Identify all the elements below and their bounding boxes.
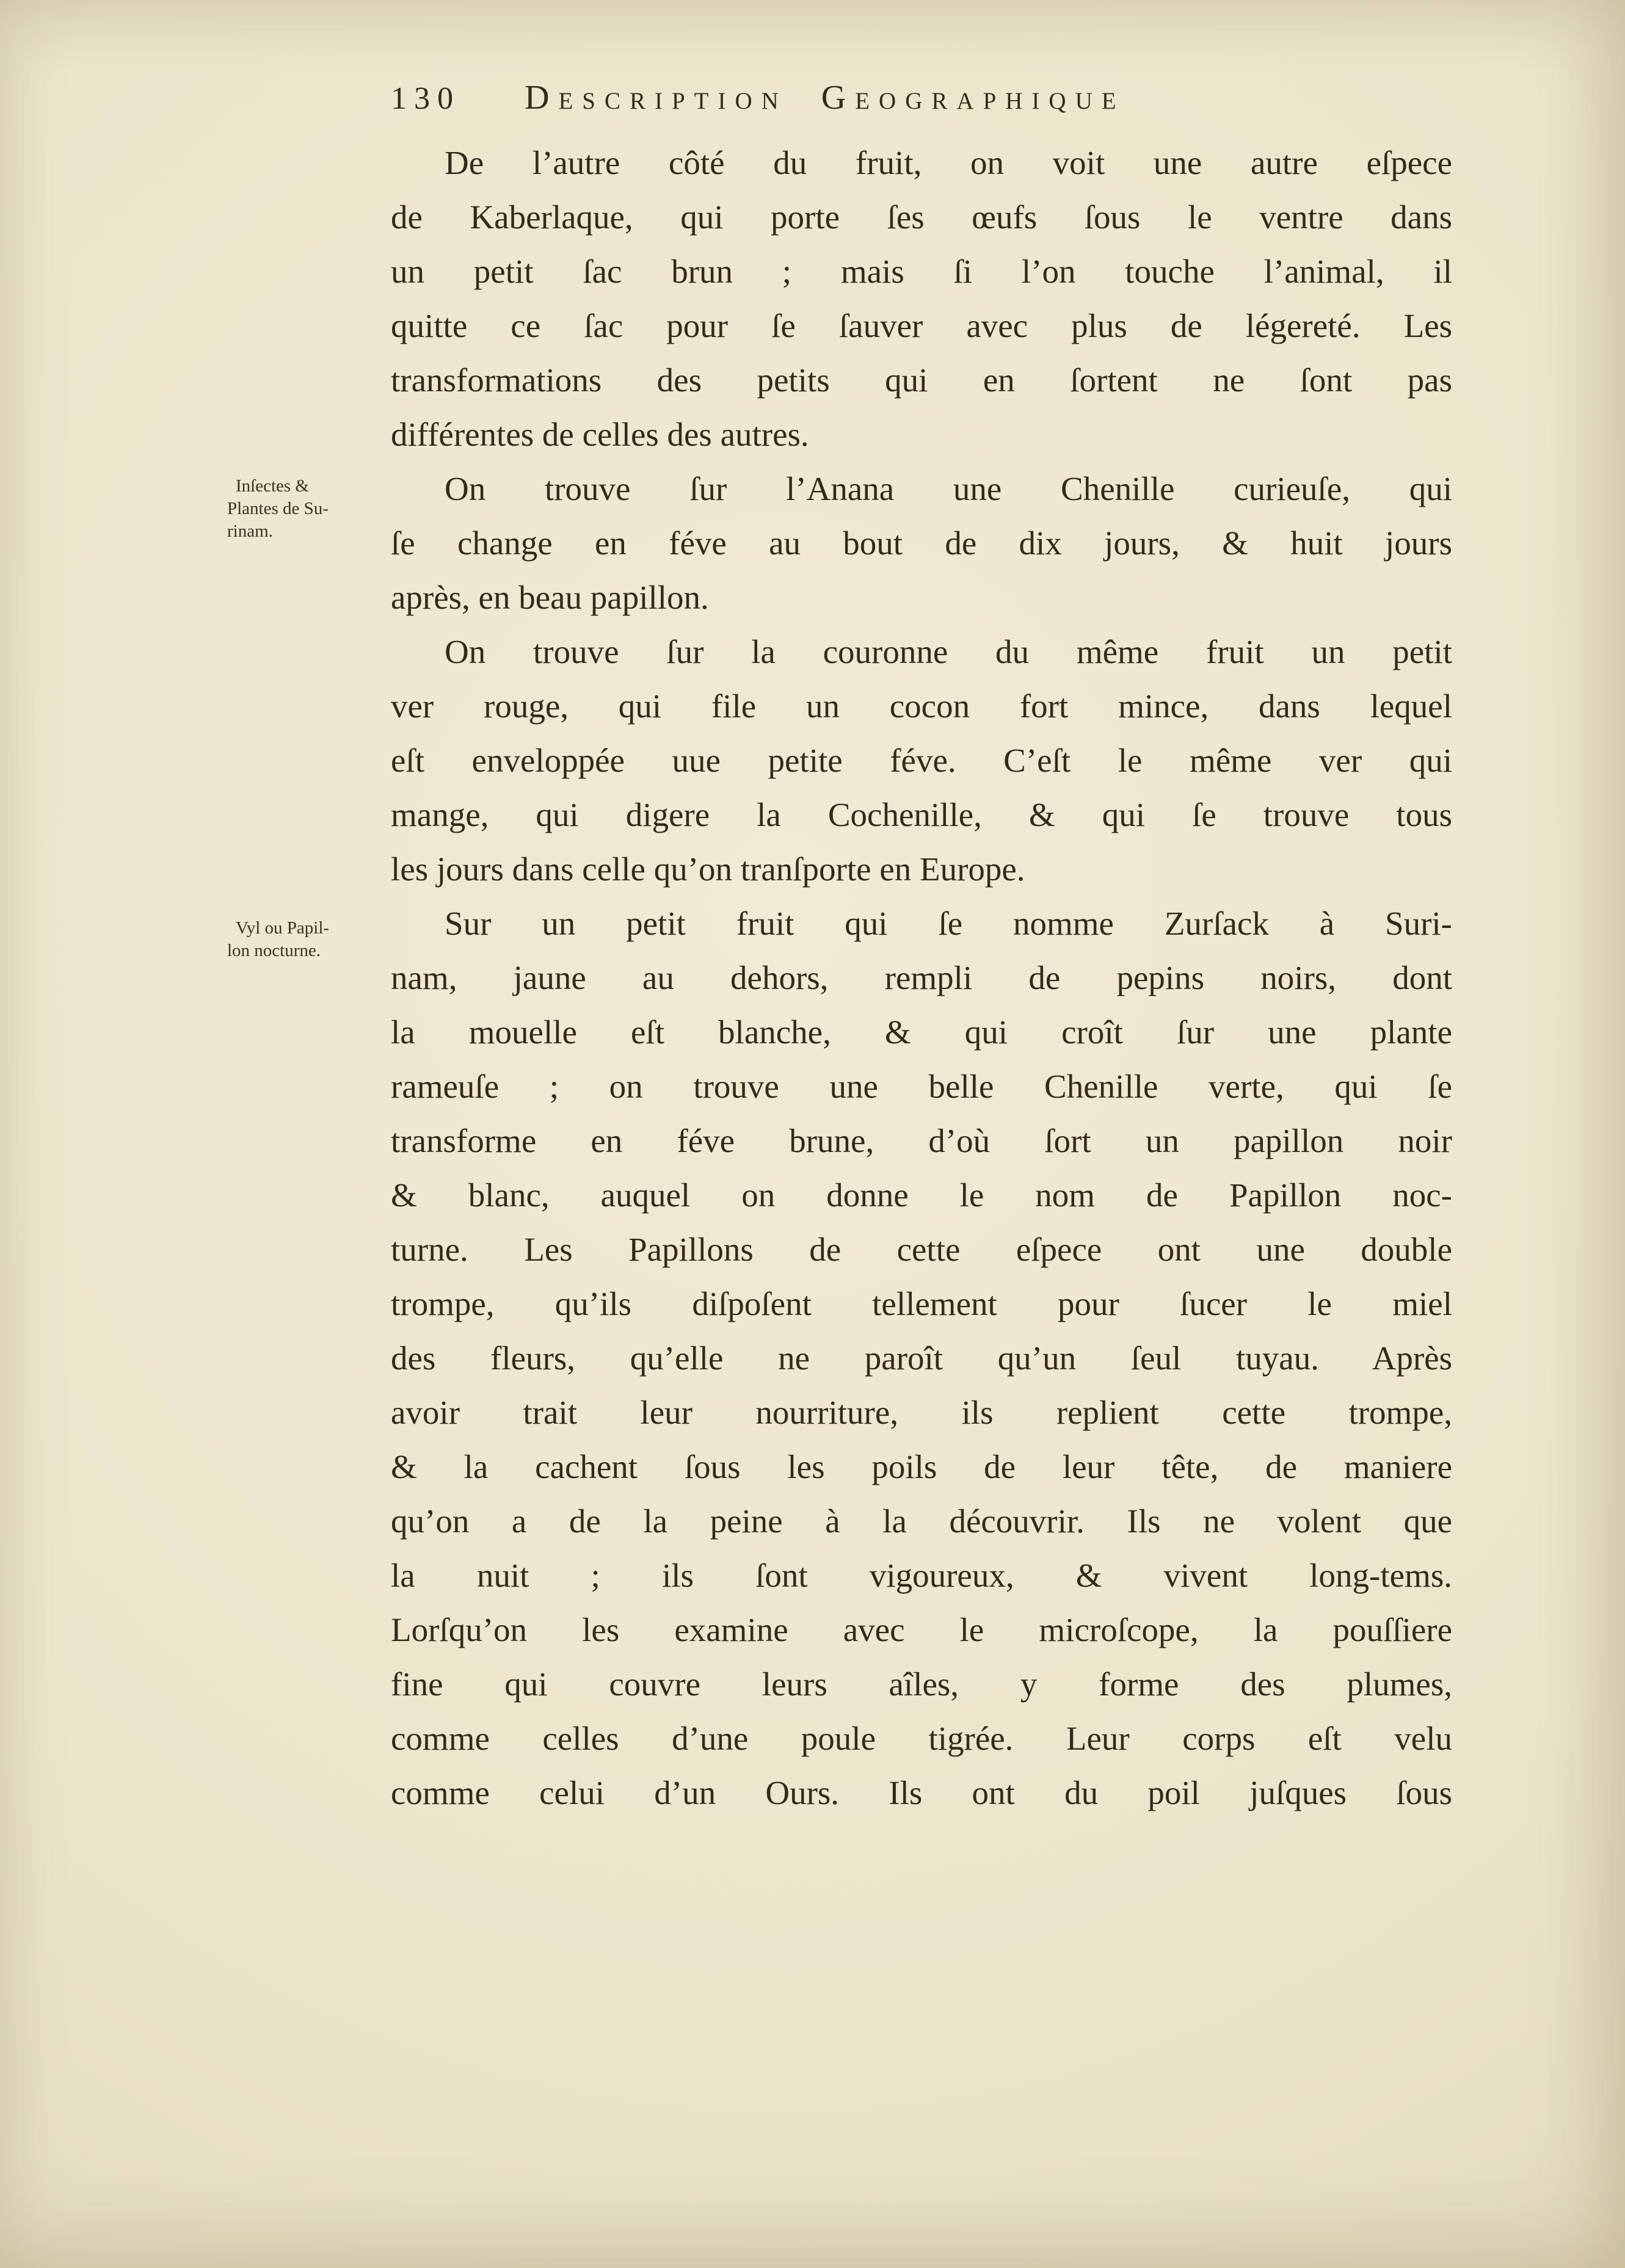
text-line: On trouve ſur la couronne du même fruit un petit [445, 633, 1452, 670]
text-line: rameuſe ; on trouve une belle Chenille verte, qui ſe [391, 1068, 1452, 1105]
text-line: De l’autre côté du fruit, on voit une autre eſpece [445, 144, 1452, 181]
page-number: 130 [391, 81, 460, 116]
margin-note-1 [227, 475, 379, 543]
running-title: Description Geographique [525, 79, 1125, 117]
text-line: Sur un petit fruit qui ſe nomme Zurſack à Suri- [445, 905, 1452, 942]
text-line: & blanc, auquel on donne le nom de Papillon noc- [391, 1176, 1452, 1214]
text-line: transformations des petits qui en ſortent ne ſont pas [391, 361, 1452, 399]
text-line: ſe change en féve au bout de dix jours, & huit jours [391, 524, 1452, 562]
text-line: transforme en féve brune, d’où ſort un papillon noir [391, 1122, 1452, 1159]
running-head [391, 78, 1453, 117]
paragraph-4 [391, 896, 1452, 1820]
margin-note-line: lon nocturne. [227, 941, 321, 960]
text-line: On trouve ſur l’Anana une Chenille curieuſe, qui [445, 470, 1452, 507]
margin-note-line: Plantes de Su- [227, 499, 329, 518]
text-line: des fleurs, qu’elle ne paroît qu’un ſeul tuyau. Après [391, 1339, 1452, 1377]
text-line: la mouelle eſt blanche, & qui croît ſur une plante [391, 1013, 1452, 1051]
text-line: avoir trait leur nourriture, ils replient cette trompe, [391, 1394, 1452, 1431]
text-line: turne. Les Papillons de cette eſpece ont une double [391, 1231, 1452, 1268]
text-line: nam, jaune au dehors, rempli de pepins noirs, dont [391, 959, 1452, 996]
text-line: fine qui couvre leurs aîles, y forme des plumes, [391, 1665, 1452, 1703]
text-line: après, en beau papillon. [391, 579, 709, 616]
text-line: eſt enveloppée uue petite féve. C’eſt le même ver qui [391, 742, 1452, 779]
paragraph-3 [391, 625, 1452, 896]
margin-note-line: Vyl ou Papil- [236, 918, 330, 938]
text-line: de Kaberlaque, qui porte ſes œufs ſous le ventre dans [391, 198, 1452, 236]
text-line: Lorſqu’on les examine avec le microſcope, la pouſſiere [391, 1611, 1452, 1648]
paragraph-1 [391, 136, 1452, 462]
text-line: quitte ce ſac pour ſe ſauver avec plus de légereté. Les [391, 307, 1452, 344]
text-line: un petit ſac brun ; mais ſi l’on touche l’animal, il [391, 253, 1452, 290]
text-line: qu’on a de la peine à la découvrir. Ils ne volent que [391, 1502, 1452, 1540]
text-line: la nuit ; ils ſont vigoureux, & vivent long-tems. [391, 1557, 1452, 1594]
text-line: comme celles d’une poule tigrée. Leur corps eſt velu [391, 1720, 1452, 1757]
margin-note-line: Inſectes & [236, 476, 309, 496]
text-line: comme celui d’un Ours. Ils ont du poil juſques ſous [391, 1774, 1452, 1811]
text-line: ver rouge, qui file un cocon fort mince, dans lequel [391, 687, 1452, 725]
paragraph-2 [391, 462, 1452, 625]
text-block [391, 136, 1452, 1820]
text-line: différentes de celles des autres. [391, 416, 809, 453]
margin-note-2 [227, 917, 379, 962]
margin-note-line: rinam. [227, 521, 273, 541]
text-line: & la cachent ſous les poils de leur tête, de maniere [391, 1448, 1452, 1485]
text-line: les jours dans celle qu’on tranſporte en Europe. [391, 850, 1025, 888]
text-line: trompe, qu’ils diſpoſent tellement pour ſucer le miel [391, 1285, 1452, 1322]
text-line: mange, qui digere la Cochenille, & qui ſe trouve tous [391, 796, 1452, 833]
